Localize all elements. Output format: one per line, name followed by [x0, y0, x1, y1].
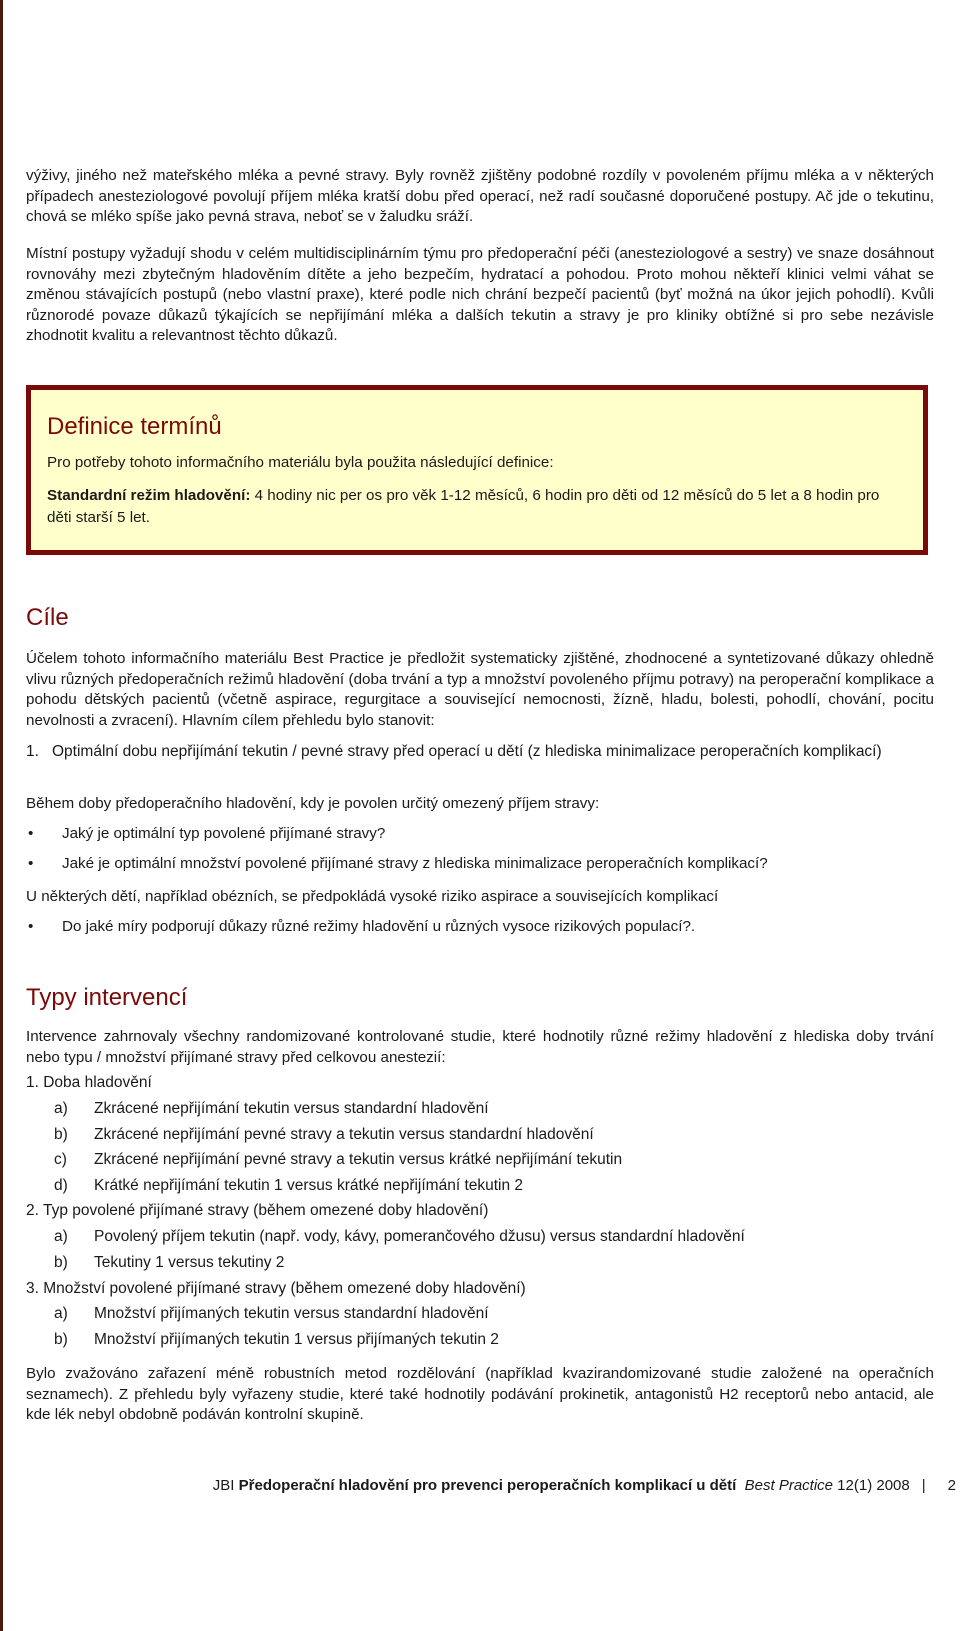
definitions-title: Definice termínů	[47, 413, 222, 440]
intervention-item-text: Krátké nepřijímání tekutin 1 versus krátké nepřijímání tekutin 2	[94, 1177, 524, 1194]
intervention-group-1: 1. Doba hladovění	[26, 1074, 152, 1091]
footer-issue: 12(1) 2008	[833, 1477, 910, 1494]
goal-number: 1.	[26, 743, 39, 760]
definition-text: 4 hodiny nic per os pro věk 1-12 měsíců, 6 hodin pro děti od 12 měsíců do 5 let a 8 hodin pro děti starší 5 let.	[47, 487, 880, 526]
goals-heading: Cíle	[26, 604, 69, 631]
intervention-item-text: Zkrácené nepřijímání pevné stravy a tekutin versus standardní hladovění	[94, 1126, 594, 1143]
footer-separator: |	[921, 1477, 926, 1494]
intervention-item-text: Povolený příjem tekutin (např. vody, kávy, pomerančového džusu) versus standardní hladovění	[94, 1228, 745, 1245]
definitions-box	[26, 385, 928, 555]
interventions-heading: Typy intervencí	[26, 984, 188, 1011]
bullet-glyph: •	[28, 855, 34, 872]
footer-org: JBI	[212, 1477, 239, 1494]
interventions-closing-paragraph: Bylo zvažováno zařazení méně robustních metod rozdělování (například kvazirandomizované studie založené na operačních seznamech). Z přehledu byly vyřazeny studie, které také hodnotily podávání prokinetik, antagonistů H2 receptorů nebo antacid, ale kde lék nebyl obdobně podáván kontrolní skupině.	[26, 1365, 934, 1423]
intervention-group-3: 3. Množství povolené přijímané stravy (během omezené doby hladovění)	[26, 1280, 526, 1297]
page-number: 2	[947, 1477, 956, 1494]
intervention-item-letter: b)	[54, 1126, 68, 1143]
definition-standard-fasting	[47, 485, 907, 529]
intervention-item-letter: a)	[54, 1228, 68, 1245]
goals-lead-2: U některých dětí, například obézních, se předpokládá vysoké riziko aspirace a souvisejících komplikací	[26, 888, 719, 905]
intro-paragraph-1: výživy, jiného než mateřského mléka a pevné stravy. Byly rovněž zjištěny podobné rozdíly v povoleném příjmu mléka a v některých případech anesteziologové povolují příjem mléka kratší dobu před operací, než radí současné doporučené postupy. Ač jde o tekutinu, chová se mléko spíše jako pevná strava, neboť se v žaludku sráží.	[26, 167, 934, 225]
intervention-item-letter: b)	[54, 1254, 68, 1271]
definitions-intro: Pro potřeby tohoto informačního materiálu byla použita následující definice:	[47, 454, 554, 471]
intervention-item-text: Tekutiny 1 versus tekutiny 2	[94, 1254, 285, 1271]
intervention-item-text: Množství přijímaných tekutin 1 versus přijímaných tekutin 2	[94, 1331, 499, 1348]
footer-series: Best Practice	[744, 1477, 834, 1494]
definition-term: Standardní režim hladovění:	[47, 487, 251, 504]
intro-paragraph-2: Místní postupy vyžadují shodu v celém multidisciplinárním týmu pro předoperační péči (anesteziologové a sestry) ve snaze dosáhnout rovnováhy mezi zbytečným hladověním dítěte a jeho bezpečím, hydratací a pohodou. Proto mohou někteří klinici velmi váhat se změnou stávajících postupů (nebo vlastní praxe), které podle nich chrání bezpečí pacientů (byť možná na úkor jejich pohodlí). Kvůli různorodé povaze důkazů týkajících se nepřijímání mléka a dalších tekutin a stravy je pro kliniky obtížné si pro sebe nezávisle zhodnotit kvalitu a relevantnost těchto důkazů.	[26, 245, 934, 344]
intervention-item-letter: a)	[54, 1100, 68, 1117]
bullet-text: Jaké je optimální množství povolené přijímané stravy z hlediska minimalizace peroperačních komplikací?	[62, 855, 768, 872]
intervention-item-text: Zkrácené nepřijímání tekutin versus standardní hladovění	[94, 1100, 489, 1117]
goal-text: Optimální dobu nepřijímání tekutin / pevné stravy před operací u dětí (z hlediska minimalizace peroperačních komplikací)	[52, 743, 882, 760]
intervention-item-text: Množství přijímaných tekutin versus standardní hladovění	[94, 1305, 489, 1322]
goals-lead-1: Během doby předoperačního hladovění, kdy je povolen určitý omezený příjem stravy:	[26, 795, 600, 812]
goal-numbered-item	[26, 741, 934, 762]
bullet-glyph: •	[28, 825, 34, 842]
intervention-item-letter: b)	[54, 1331, 68, 1348]
intervention-item-text: Zkrácené nepřijímání pevné stravy a tekutin versus krátké nepřijímání tekutin	[94, 1151, 623, 1168]
footer-title: Předoperační hladovění pro prevenci peroperačních komplikací u dětí	[238, 1477, 737, 1494]
intervention-item-letter: c)	[54, 1151, 67, 1168]
bullet-text: Do jaké míry podporují důkazy různé režimy hladovění u různých vysoce rizikových populací?.	[62, 918, 696, 935]
page-edge-rule	[0, 0, 3, 1631]
intervention-item-letter: a)	[54, 1305, 68, 1322]
bullet-glyph: •	[28, 918, 34, 935]
bullet-text: Jaký je optimální typ povolené přijímané stravy?	[62, 825, 386, 842]
intervention-item-letter: d)	[54, 1177, 68, 1194]
page-footer	[213, 1477, 956, 1494]
interventions-paragraph: Intervence zahrnovaly všechny randomizované kontrolované studie, které hodnotily různé režimy hladovění z hlediska doby trvání nebo typu / množství přijímané stravy před celkovou anestezií:	[26, 1028, 934, 1066]
intervention-group-2: 2. Typ povolené přijímané stravy (během omezené doby hladovění)	[26, 1202, 489, 1219]
goals-paragraph: Účelem tohoto informačního materiálu Best Practice je předložit systematicky zjištěné, zhodnocené a syntetizované důkazy ohledně vlivu různých předoperačních režimů hladovění (doba trvání a typ a množství povoleného příjmu potravy) na peroperační komplikace a pohodu dětských pacientů (včetně aspirace, regurgitace a související nemocnosti, žízně, hladu, bolesti, pohodlí, chování, pocitu nevolnosti a zvracení). Hlavním cílem přehledu bylo stanovit:	[26, 650, 934, 729]
